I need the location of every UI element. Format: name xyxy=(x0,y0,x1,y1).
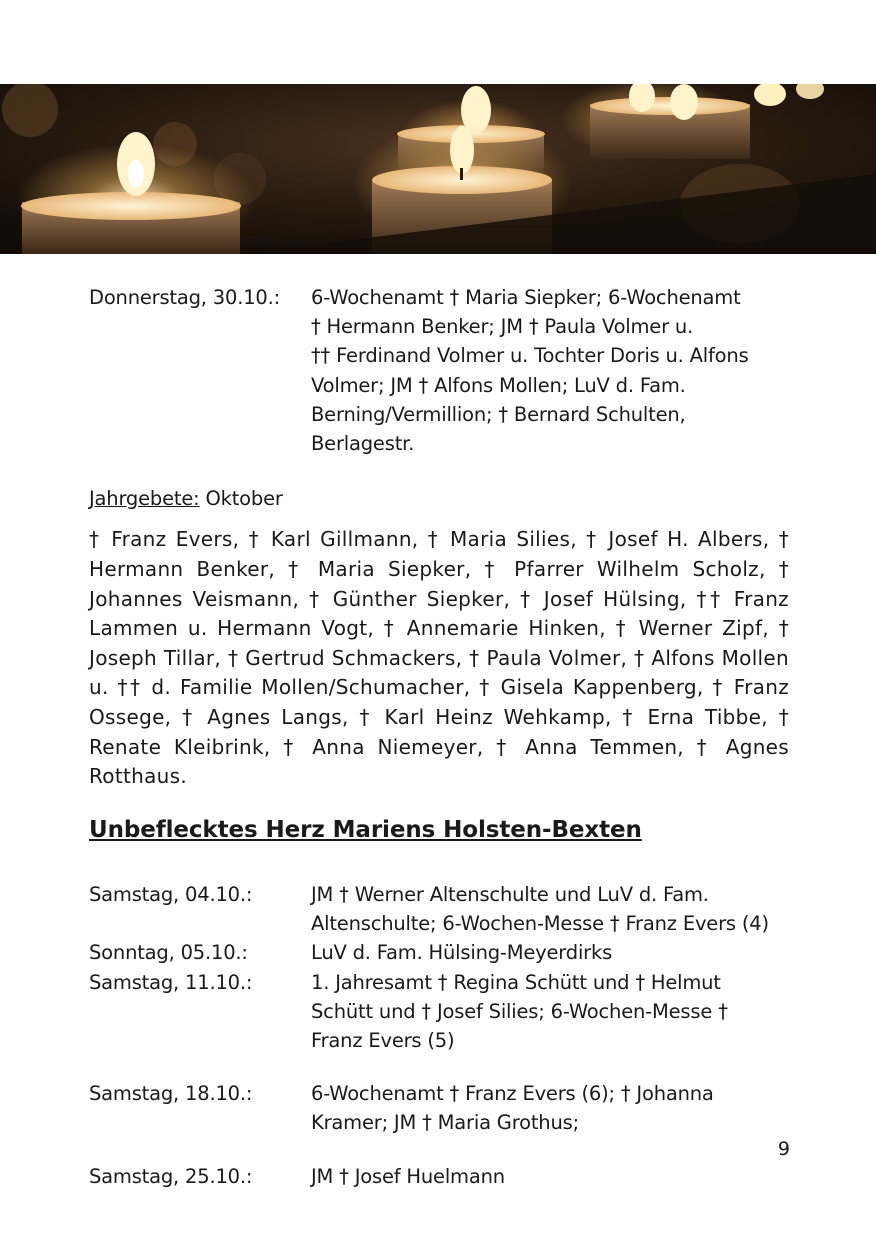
mass-entry xyxy=(89,1079,789,1137)
jahrgebete-names: † Franz Evers, † Karl Gillmann, † Maria Silies, † Josef H. Albers, † Hermann Benker, † Maria Siepker, † Pfarrer Wilhelm Scholz, † Johannes Veismann, † Günther Siepker, † Josef Hülsing, †† Franz Lammen u. Hermann Vogt, † Annemarie Hinken, † Werner Zipf, † Joseph Tillar, † Gertrud Schmackers, † Paula Volmer, † Alfons Mollen u. †† d. Familie Mollen/Schumacher, † Gisela Kappenberg, † Franz Ossege, † Agnes Langs, † Karl Heinz Wehkamp, † Erna Tibbe, † Renate Kleibrink, † Anna Niemeyer, † Anna Temmen, † Agnes Rotthaus. xyxy=(89,527,789,789)
entry-date: Samstag, 04.10.: xyxy=(89,882,253,906)
jahrgebete-month: Oktober xyxy=(199,487,283,511)
entry-date: Samstag, 25.10.: xyxy=(89,1164,253,1188)
candles-illustration xyxy=(0,84,876,254)
entry-line: Altenschulte; 6-Wochen-Messe † Franz Evers (4) xyxy=(311,912,769,936)
mass-entry xyxy=(89,1162,789,1191)
entry-line: Volmer; JM † Alfons Mollen; LuV d. Fam. xyxy=(311,373,686,397)
entry-line: Franz Evers (5) xyxy=(311,1028,455,1052)
mass-entry xyxy=(89,880,789,938)
entry-date: Sonntag, 05.10.: xyxy=(89,941,248,965)
entry-date: Samstag, 18.10.: xyxy=(89,1082,253,1106)
entry-line: Kramer; JM † Maria Grothus; xyxy=(311,1111,579,1135)
jahrgebete-title xyxy=(89,484,789,513)
entry-text xyxy=(311,283,789,458)
entry-line: JM † Josef Huelmann xyxy=(311,1164,505,1188)
jahrgebete-label: Jahrgebete: xyxy=(89,487,200,511)
entry-text xyxy=(311,880,789,938)
entry-date: Samstag, 11.10.: xyxy=(89,970,253,994)
entry-line: Schütt und † Josef Silies; 6-Wochen-Messe † xyxy=(311,999,728,1023)
entry-text xyxy=(311,968,789,1056)
entry-date: Donnerstag, 30.10.: xyxy=(89,286,281,309)
page-number: 9 xyxy=(777,1138,790,1160)
entry-line: LuV d. Fam. Hülsing-Meyerdirks xyxy=(311,941,613,965)
section-heading: Unbeflecktes Herz Mariens Holsten-Bexten xyxy=(89,816,642,843)
page-content xyxy=(89,283,789,1191)
entry-line: †† Ferdinand Volmer u. Tochter Doris u. Alfons xyxy=(311,344,749,368)
entry-line: 6-Wochenamt † Maria Siepker; 6-Wochenamt xyxy=(311,286,741,309)
entry-line: 6-Wochenamt † Franz Evers (6); † Johanna xyxy=(311,1082,714,1106)
entry-line: Berning/Vermillion; † Bernard Schulten, Berlagestr. xyxy=(311,402,686,456)
entry-text xyxy=(311,1079,789,1137)
entry-text xyxy=(311,938,789,967)
candle-banner-image xyxy=(0,84,876,254)
schedule xyxy=(89,880,789,1191)
mass-entry xyxy=(89,938,789,967)
entry-line: † Hermann Benker; JM † Paula Volmer u. xyxy=(311,315,694,339)
entry-line: JM † Werner Altenschulte und LuV d. Fam. xyxy=(311,882,709,906)
mass-entry xyxy=(89,968,789,1056)
entry-text xyxy=(311,1162,789,1191)
entry-line: 1. Jahresamt † Regina Schütt und † Helmut xyxy=(311,970,721,994)
mass-entry xyxy=(89,283,789,458)
